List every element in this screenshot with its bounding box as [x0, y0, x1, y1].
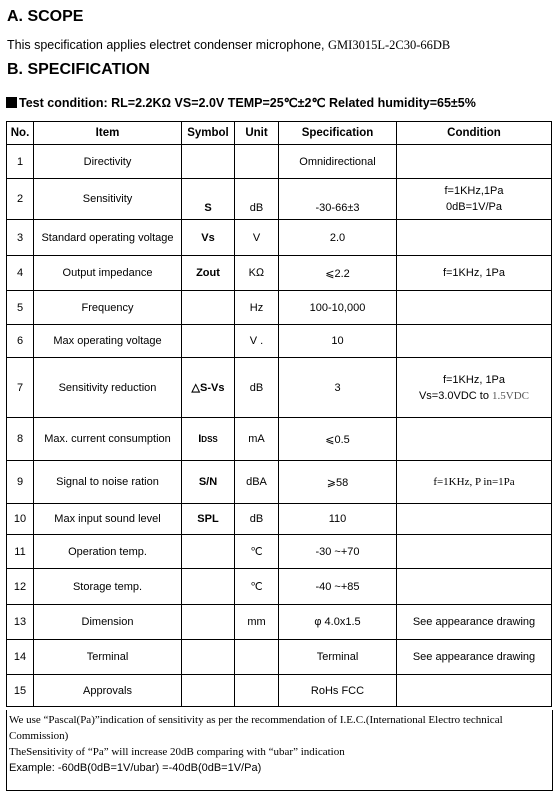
table-row [7, 640, 552, 675]
table-row [7, 179, 552, 220]
row-spec: φ 4.0x1.5 [279, 605, 397, 640]
row-symbol [182, 675, 235, 707]
row-no: 13 [7, 605, 34, 640]
row-no: 12 [7, 569, 34, 605]
row-spec: 110 [279, 504, 397, 535]
row-spec: ⩾58 [279, 461, 397, 504]
row-spec: Terminal [279, 640, 397, 675]
row-unit [235, 675, 279, 707]
row-condition: f=1KHz, P in=1Pa [397, 461, 552, 504]
square-bullet-icon [6, 97, 17, 108]
header-item: Item [34, 122, 182, 145]
row-unit: dB [235, 179, 279, 220]
row-condition [397, 418, 552, 461]
row-unit: V . [235, 325, 279, 358]
row-symbol [182, 418, 235, 461]
row-spec: -30 ~+70 [279, 535, 397, 569]
row-item: Sensitivity [34, 179, 182, 220]
row-spec: ⩽0.5 [279, 418, 397, 461]
table-row [7, 220, 552, 256]
symbol-subscript: DSS [201, 435, 218, 444]
header-no: No. [7, 122, 34, 145]
row-unit: ℃ [235, 535, 279, 569]
row-symbol: Vs [182, 220, 235, 256]
row-unit: V [235, 220, 279, 256]
row-spec: -30-66±3 [279, 179, 397, 220]
header-specification: Specification [279, 122, 397, 145]
spec-table [6, 121, 552, 707]
header-condition: Condition [397, 122, 552, 145]
condition-line: 0dB=1V/Pa [446, 201, 502, 213]
row-item: Sensitivity reduction [34, 358, 182, 418]
test-condition-text: Test condition: RL=2.2KΩ VS=2.0V TEMP=25℃±2℃ Related humidity=65±5% [19, 96, 476, 110]
row-condition [397, 504, 552, 535]
row-symbol [182, 535, 235, 569]
row-item: Signal to noise ration [34, 461, 182, 504]
condition-line: f=1KHz, 1Pa [442, 373, 506, 386]
row-no: 10 [7, 504, 34, 535]
row-spec: Omnidirectional [279, 145, 397, 179]
row-item: Standard operating voltage [34, 220, 182, 256]
row-no: 14 [7, 640, 34, 675]
row-no: 4 [7, 256, 34, 291]
row-condition: f=1KHz, 1Pa [397, 256, 552, 291]
row-condition [397, 291, 552, 325]
header-symbol: Symbol [182, 122, 235, 145]
row-item: Directivity [34, 145, 182, 179]
row-no: 3 [7, 220, 34, 256]
row-symbol [182, 605, 235, 640]
row-no: 6 [7, 325, 34, 358]
row-no: 1 [7, 145, 34, 179]
test-condition [6, 95, 476, 110]
row-spec: 10 [279, 325, 397, 358]
row-spec: ⩽2.2 [279, 256, 397, 291]
row-spec: 3 [279, 358, 397, 418]
row-condition [397, 145, 552, 179]
table-row [7, 569, 552, 605]
row-symbol: Zout [182, 256, 235, 291]
row-item: Output impedance [34, 256, 182, 291]
row-no: 7 [7, 358, 34, 418]
row-symbol [182, 640, 235, 675]
scope-text [7, 38, 450, 53]
row-unit: dB [235, 358, 279, 418]
row-unit: dBA [235, 461, 279, 504]
scope-heading: A. SCOPE [7, 8, 84, 25]
table-row [7, 605, 552, 640]
row-item: Terminal [34, 640, 182, 675]
specification-heading: B. SPECIFICATION [7, 61, 150, 78]
row-symbol [182, 569, 235, 605]
notes-box [6, 710, 553, 791]
row-no: 2 [7, 179, 34, 220]
row-unit: mm [235, 605, 279, 640]
table-header-row [7, 122, 552, 145]
row-symbol: S [182, 179, 235, 220]
table-row [7, 675, 552, 707]
row-spec: 2.0 [279, 220, 397, 256]
header-unit: Unit [235, 122, 279, 145]
row-no: 11 [7, 535, 34, 569]
row-symbol [182, 291, 235, 325]
row-spec: -40 ~+85 [279, 569, 397, 605]
row-item: Max input sound level [34, 504, 182, 535]
row-condition [397, 358, 552, 418]
row-no: 15 [7, 675, 34, 707]
table-row [7, 145, 552, 179]
note-line: TheSensitivity of “Pa” will increase 20dB comparing with “ubar” indication [9, 746, 345, 758]
row-unit: dB [235, 504, 279, 535]
row-symbol: △S-Vs [182, 358, 235, 418]
row-symbol: S/N [182, 461, 235, 504]
row-condition [397, 535, 552, 569]
row-symbol [182, 325, 235, 358]
row-unit: ℃ [235, 569, 279, 605]
row-symbol [182, 145, 235, 179]
table-row [7, 504, 552, 535]
table-row [7, 256, 552, 291]
table-row [7, 535, 552, 569]
row-condition: See appearance drawing [397, 640, 552, 675]
row-no: 5 [7, 291, 34, 325]
symbol-main: I [198, 433, 202, 445]
condition-line [399, 390, 549, 402]
row-unit: mA [235, 418, 279, 461]
row-unit: KΩ [235, 256, 279, 291]
row-item: Approvals [34, 675, 182, 707]
condition-text: Vs=3.0VDC to [418, 389, 489, 402]
row-item: Operation temp. [34, 535, 182, 569]
row-spec: 100-10,000 [279, 291, 397, 325]
condition-line: f=1KHz,1Pa [444, 185, 504, 197]
scope-sentence: This specification applies electret condenser microphone, [7, 38, 325, 52]
condition-tail: 1.5VDC [492, 389, 530, 402]
table-row [7, 325, 552, 358]
row-unit [235, 145, 279, 179]
row-item: Frequency [34, 291, 182, 325]
row-no: 8 [7, 418, 34, 461]
row-unit: Hz [235, 291, 279, 325]
part-number: GMI3015L-2C30-66DB [328, 38, 451, 52]
table-row [7, 418, 552, 461]
row-item: Storage temp. [34, 569, 182, 605]
table-row [7, 461, 552, 504]
note-line: Example: -60dB(0dB=1V/ubar) =-40dB(0dB=1V/Pa) [9, 762, 262, 774]
table-row [7, 358, 552, 418]
note-line: Commission) [9, 730, 69, 742]
row-condition [397, 179, 552, 220]
row-condition: See appearance drawing [397, 605, 552, 640]
row-condition [397, 220, 552, 256]
row-condition [397, 325, 552, 358]
row-item: Max. current consumption [34, 418, 182, 461]
row-item: Dimension [34, 605, 182, 640]
row-unit [235, 640, 279, 675]
row-condition [397, 569, 552, 605]
row-symbol: SPL [182, 504, 235, 535]
row-condition [397, 675, 552, 707]
note-line: We use “Pascal(Pa)”indication of sensitivity as per the recommendation of I.E.C.(International Electro technical [9, 714, 503, 726]
row-spec: RoHs FCC [279, 675, 397, 707]
row-item: Max operating voltage [34, 325, 182, 358]
table-row [7, 291, 552, 325]
row-no: 9 [7, 461, 34, 504]
